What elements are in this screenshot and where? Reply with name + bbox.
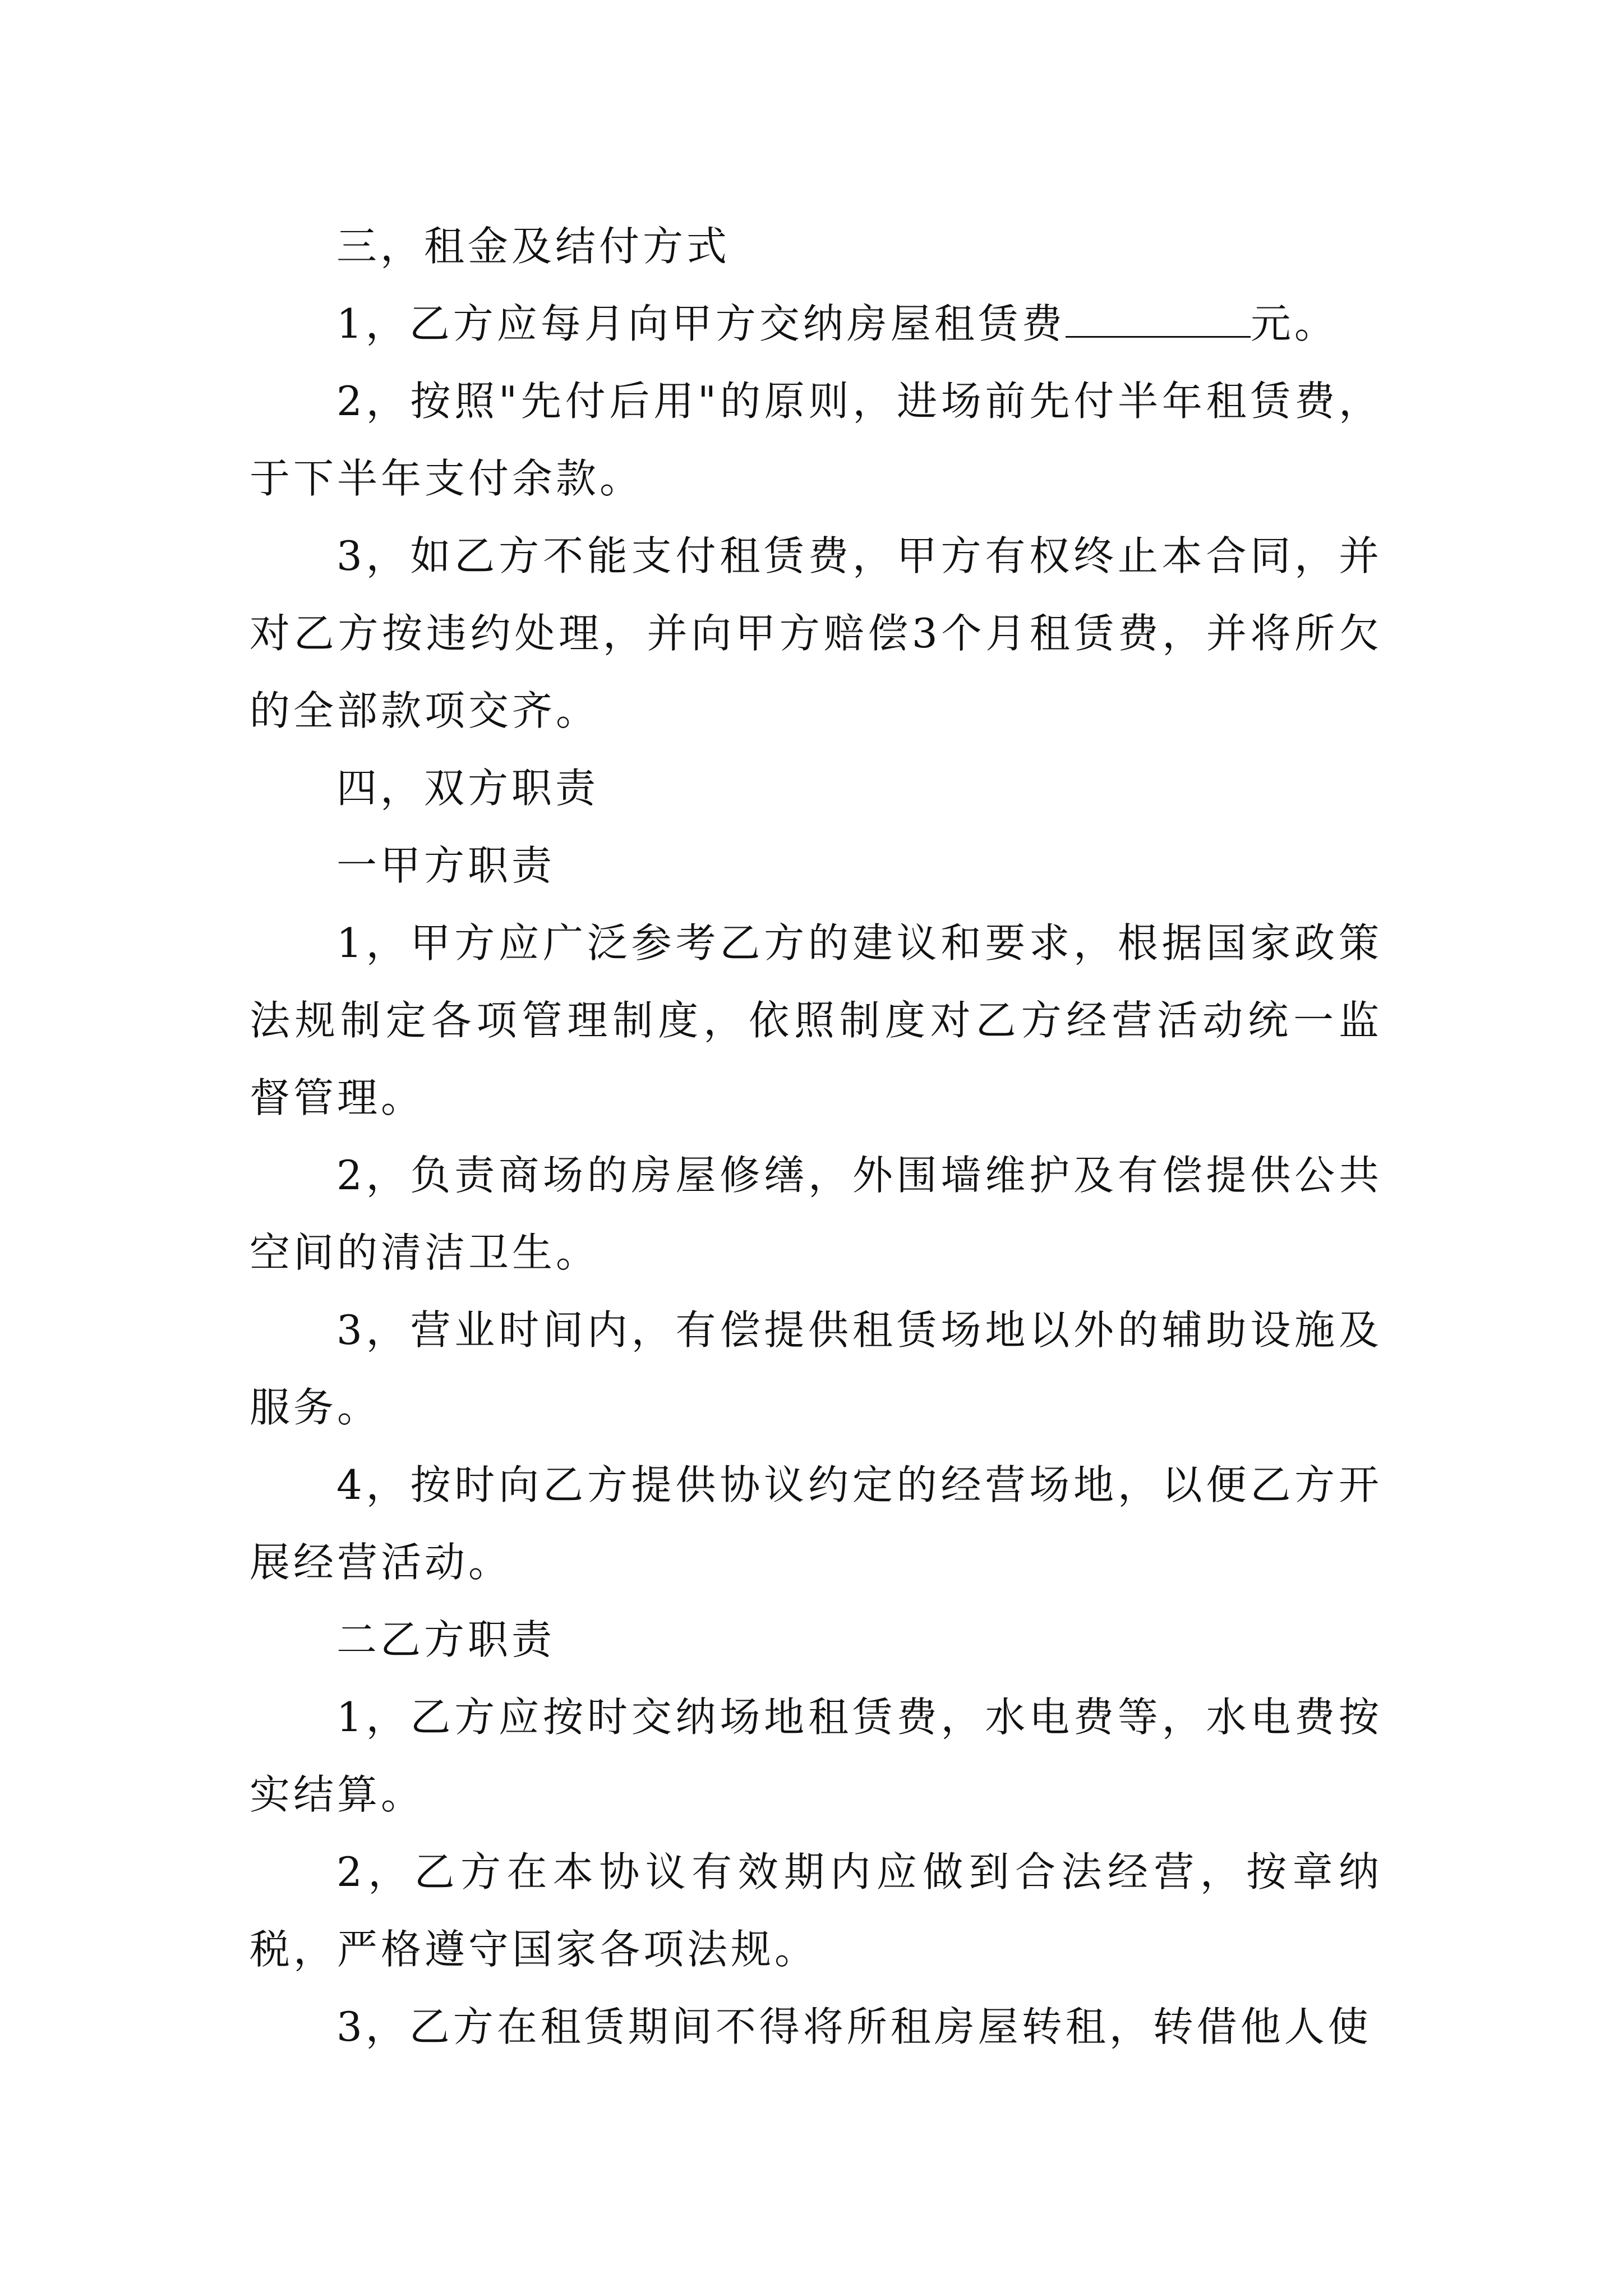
clause-text: 1，乙方应每月向甲方交纳房屋租赁费: [336, 300, 1066, 347]
section-heading-duties: 四，双方职责: [336, 765, 600, 812]
blank-amount-field: [1066, 303, 1251, 338]
clause-b-3: 3，乙方在租赁期间不得将所租房屋转租，转借他人使: [336, 2003, 1372, 2050]
clause-a-2: 2，负责商场的房屋修缮，外围墙维护及有偿提供公共空间的清洁卫生。: [250, 1152, 1382, 1276]
clause-b-2: 2，乙方在本协议有效期内应做到合法经营，按章纳税，严格遵守国家各项法规。: [250, 1848, 1382, 1973]
clause-a-4: 4，按时向乙方提供协议约定的经营场地，以便乙方开展经营活动。: [250, 1461, 1382, 1586]
clause-text-suffix: 元。: [1250, 300, 1338, 347]
clause-default: 3，如乙方不能支付租赁费，甲方有权终止本合同，并对乙方按违约处理，并向甲方赔偿3个月租赁费，并将所欠的全部款项交齐。: [250, 532, 1382, 734]
section-heading-rent: 三，租金及结付方式: [336, 223, 731, 270]
clause-a-3: 3，营业时间内，有偿提供租赁场地以外的辅助设施及服务。: [250, 1306, 1382, 1431]
clause-rent-amount: [250, 285, 1382, 362]
document-body: [250, 208, 1382, 2065]
clause-prepay: 2，按照"先付后用"的原则，进场前先付半年租赁费，于下半年支付余款。: [250, 378, 1382, 502]
clause-a-1: 1，甲方应广泛参考乙方的建议和要求，根据国家政策法规制定各项管理制度，依照制度对乙方经营活动统一监督管理。: [250, 919, 1382, 1121]
subheading-party-a: 一甲方职责: [336, 842, 556, 889]
subheading-party-b: 二乙方职责: [336, 1616, 556, 1663]
clause-b-1: 1，乙方应按时交纳场地租赁费，水电费等，水电费按实结算。: [250, 1694, 1382, 1818]
